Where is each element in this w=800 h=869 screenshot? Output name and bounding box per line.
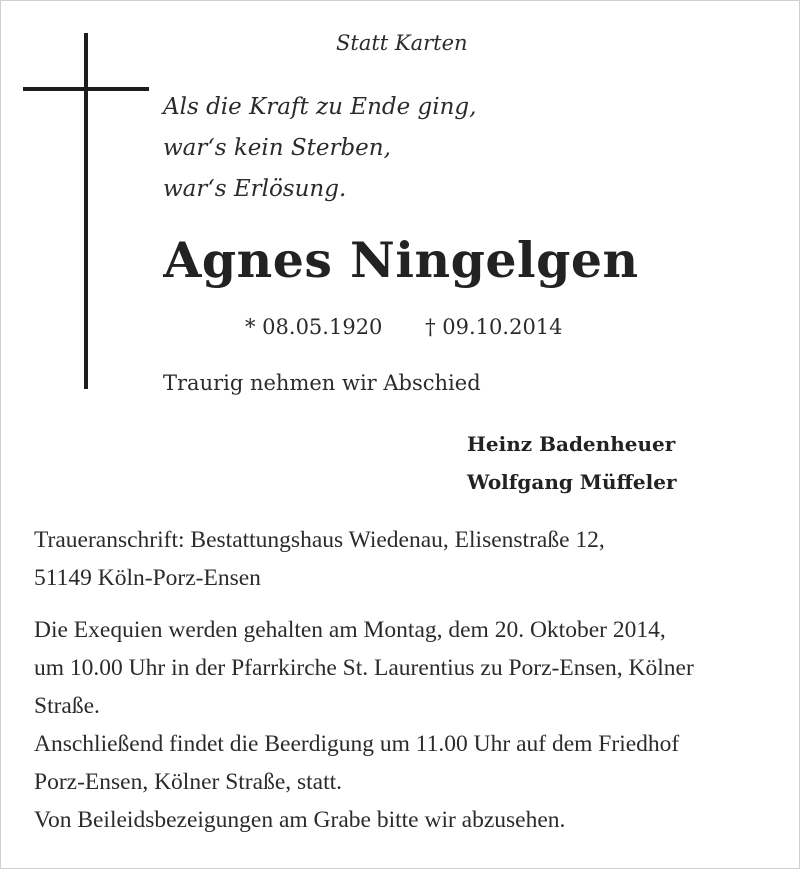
mourners-list: [467, 425, 676, 501]
service-line: Von Beileidsbezeigungen am Grabe bitte wir abzusehen.: [34, 807, 566, 833]
service-line: um 10.00 Uhr in der Pfarrkirche St. Laurentius zu Porz-Ensen, Kölner: [34, 655, 694, 681]
address-line: Traueranschrift: Bestattungshaus Wiedenau, Elisenstraße 12,: [34, 527, 605, 553]
service-line: Anschließend findet die Beerdigung um 11.00 Uhr auf dem Friedhof: [34, 731, 680, 757]
poem: [163, 87, 476, 210]
mourner-name: Heinz Badenheuer: [467, 432, 676, 456]
poem-line: Als die Kraft zu Ende ging,: [163, 94, 477, 120]
service-line: Straße.: [34, 693, 100, 719]
service-line: Die Exequien werden gehalten am Montag, dem 20. Oktober 2014,: [34, 617, 666, 643]
death-date: † 09.10.2014: [425, 315, 563, 339]
notice-body: [34, 521, 694, 839]
farewell-line: Traurig nehmen wir Abschied: [163, 371, 481, 395]
address-line: 51149 Köln-Porz-Ensen: [34, 565, 261, 591]
poem-line: war‘s kein Sterben,: [163, 135, 391, 161]
mourner-name: Wolfgang Müffeler: [467, 470, 677, 494]
birth-date: * 08.05.1920: [245, 315, 383, 339]
deceased-name: Agnes Ningelgen: [163, 231, 639, 289]
cross-symbol-horizontal: [23, 87, 149, 91]
poem-line: war‘s Erlösung.: [163, 176, 347, 202]
life-dates: [245, 315, 563, 339]
statt-karten-label: Statt Karten: [336, 31, 468, 55]
service-line: Porz-Ensen, Kölner Straße, statt.: [34, 769, 343, 795]
